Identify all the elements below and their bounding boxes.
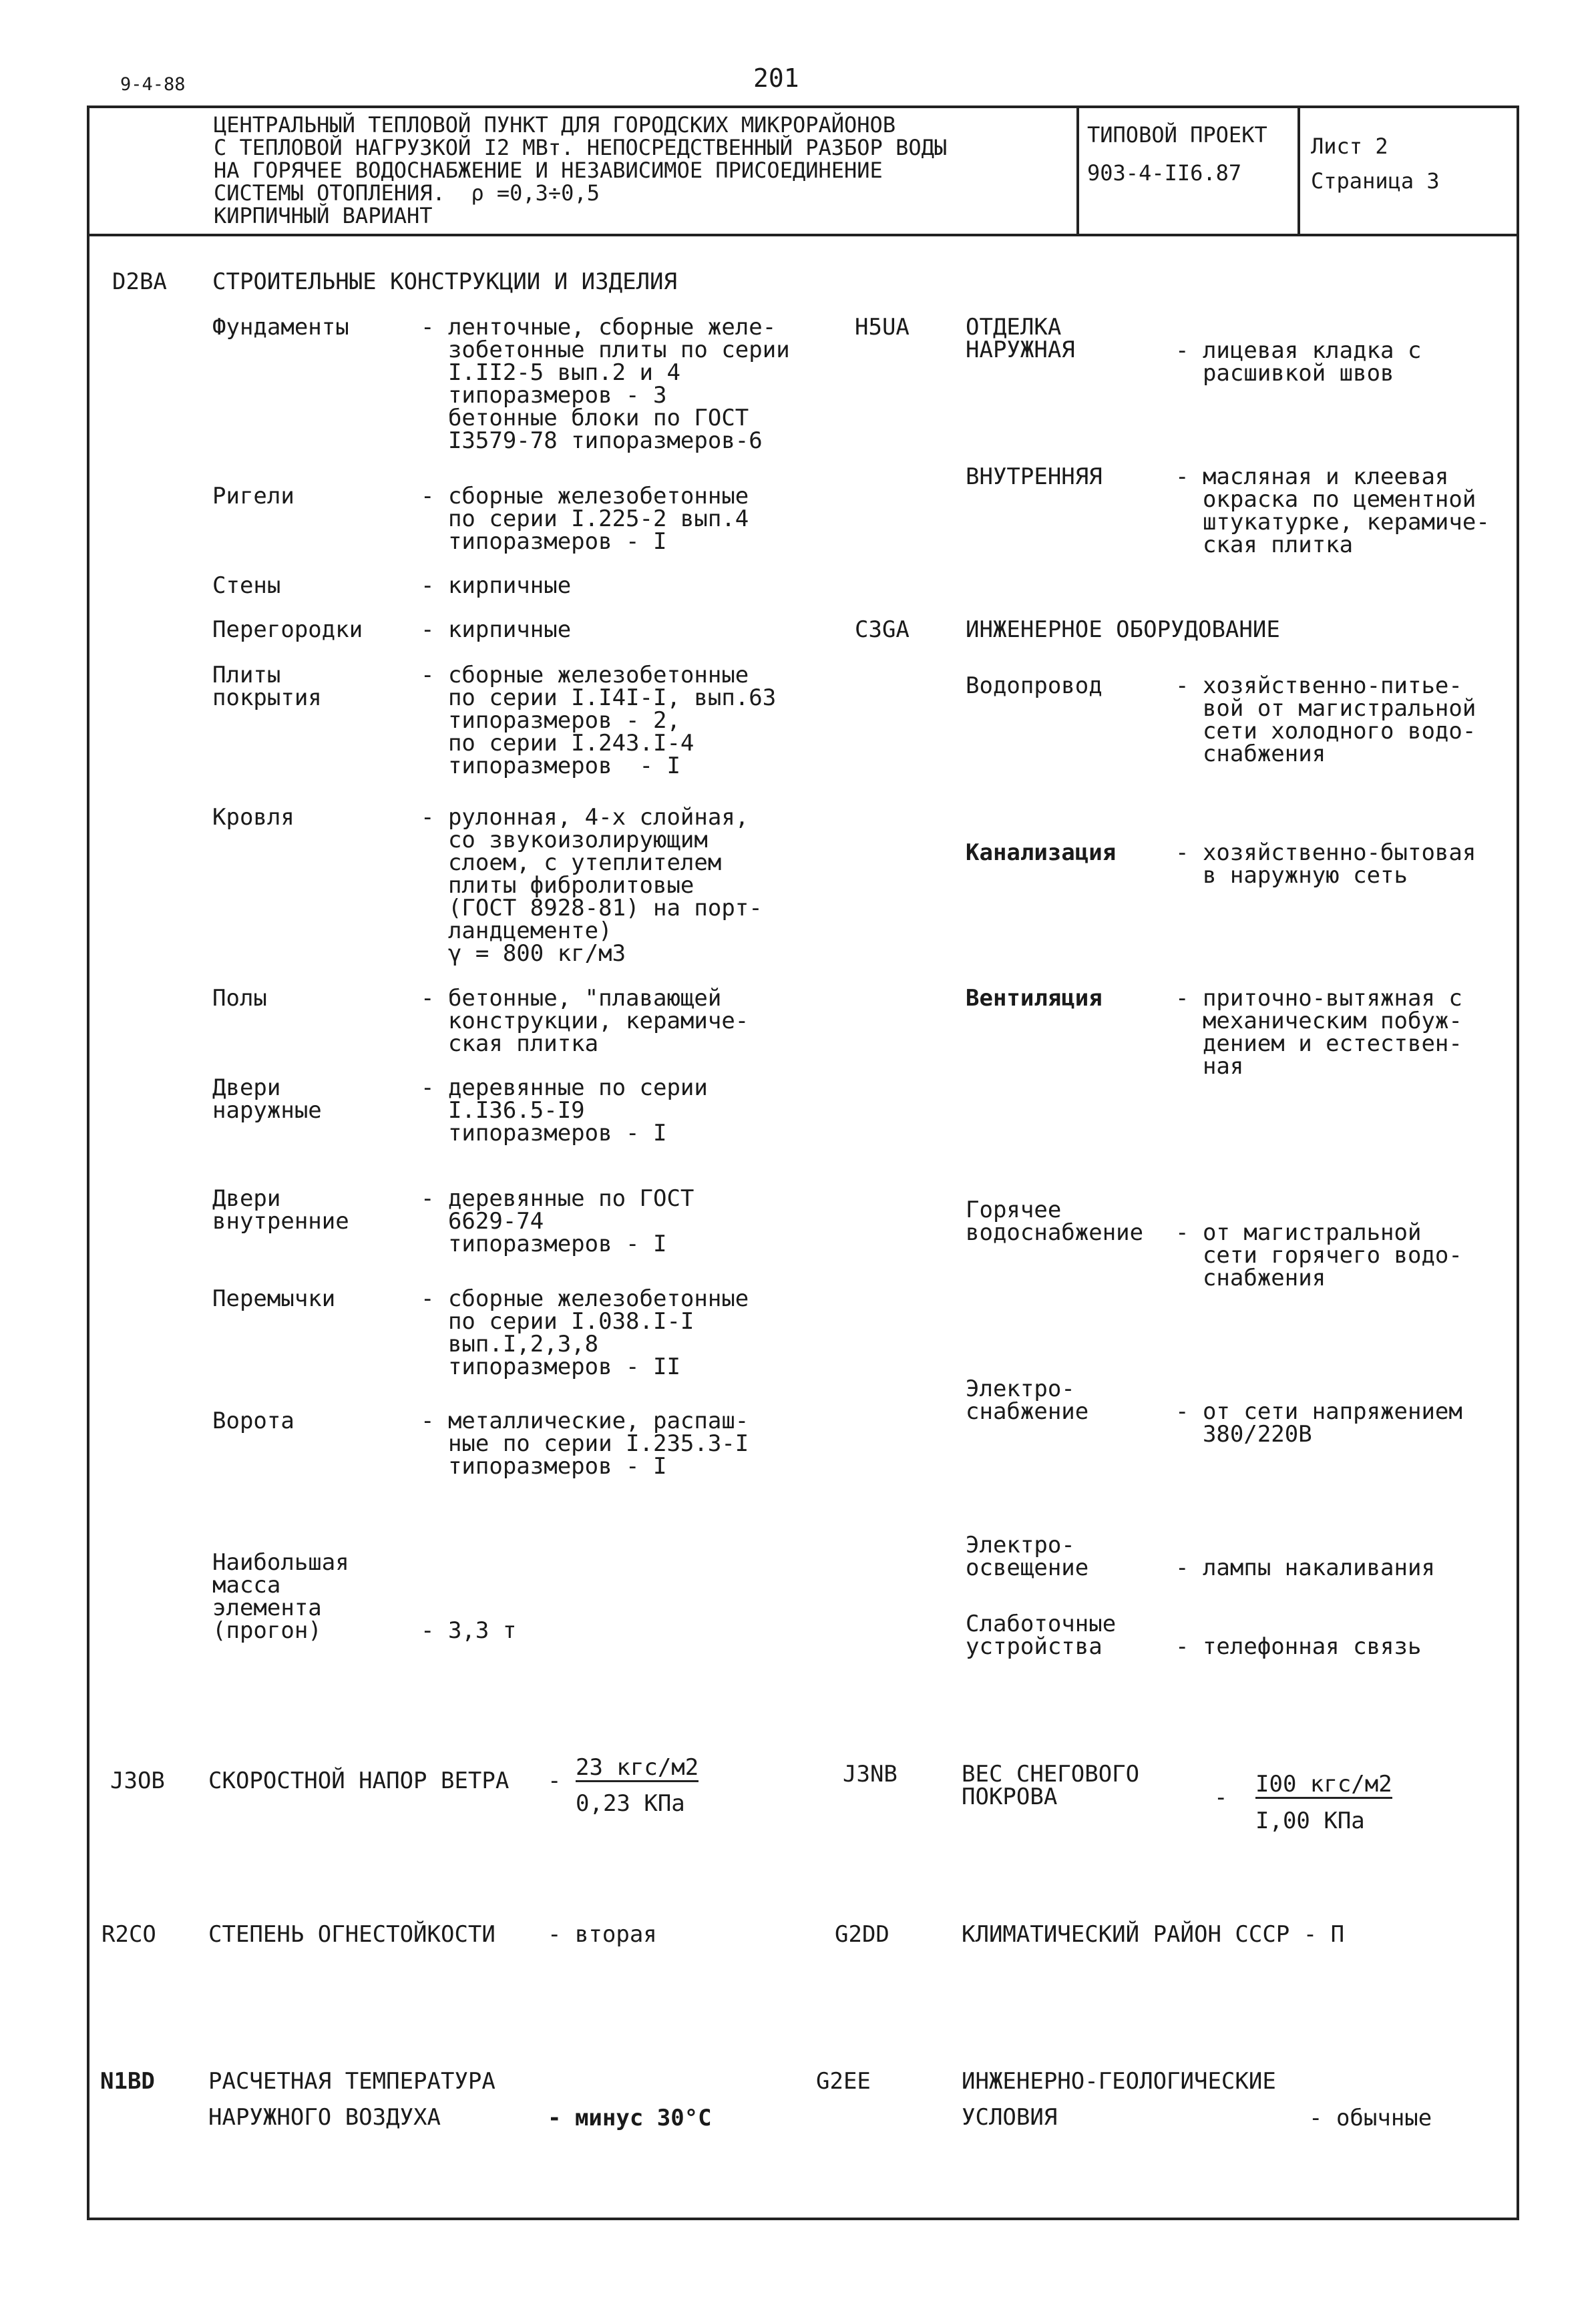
title-line: КИРПИЧНЫЙ ВАРИАНТ	[214, 203, 433, 228]
section-title-structures: СТРОИТЕЛЬНЫЕ КОНСТРУКЦИИ И ИЗДЕЛИЯ	[212, 268, 677, 295]
title-line: СИСТЕМЫ ОТОПЛЕНИЯ. ρ =0,3÷0,5	[214, 180, 600, 206]
code-g2dd: G2DD	[835, 1921, 889, 1948]
item-value: - ленточные, сборные желе- зобетонные плиты по серии I.II2-5 вып.2 и 4 типоразмеров - 3 бетонные блоки по ГОСТ I3579-78 типоразмеров-6	[421, 314, 790, 454]
wind-value-kpa: 0,23 КПа	[576, 1790, 685, 1817]
item-value: - сборные железобетонные по серии I.038.I-I вып.I,2,3,8 типоразмеров - II	[421, 1285, 749, 1380]
snow-dash: -	[1214, 1784, 1228, 1811]
item-value: - рулонная, 4-х слойная, со звукоизолирующим слоем, с утеплителем плиты фибролитовые (ГОСТ 8928-81) на порт- ландцементе) γ = 800 кг/м3	[421, 804, 763, 967]
section-code-c3ga: C3GA	[855, 616, 910, 643]
eng-label: Горячее водоснабжение	[966, 1197, 1144, 1246]
item-value: - металлические, распаш- ные по серии I.235.3-I типоразмеров - I	[421, 1408, 749, 1480]
eng-label: Слаботочные устройства	[966, 1611, 1117, 1660]
item-value: - деревянные по серии I.I36.5-I9 типоразмеров - I	[421, 1074, 708, 1146]
finish-inner-value: - масляная и клеевая окраска по цементной штукатурке, керамиче- ская плитка	[1175, 463, 1490, 558]
item-value: - сборные железобетонные по серии I.I4I-I, вып.63 типоразмеров - 2, по серии I.243.I-4 типоразмеров - I	[421, 662, 777, 779]
item-value: - бетонные, "плавающей конструкции, керамиче- ская плитка	[421, 985, 749, 1057]
finish-inner-label: ВНУТРЕННЯЯ	[966, 463, 1103, 490]
code-n1bd: N1BD	[100, 2068, 155, 2095]
item-value: - деревянные по ГОСТ 6629-74 типоразмеров - I	[421, 1185, 694, 1257]
item-label: Стены	[212, 572, 281, 599]
eng-value: - от сети напряжением 380/220В	[1175, 1398, 1462, 1448]
project-number: 903-4-II6.87	[1087, 160, 1242, 186]
fire-label: СТЕПЕНЬ ОГНЕСТОЙКОСТИ	[208, 1921, 495, 1948]
eng-label: Вентиляция	[966, 985, 1103, 1012]
item-label: Перегородки	[212, 616, 363, 643]
item-label: Ригели	[212, 483, 294, 509]
code-g2ee: G2EE	[816, 2068, 871, 2095]
wind-value-kgs: 23 кгс/м2	[576, 1754, 699, 1781]
wind-label: СКОРОСТНОЙ НАПОР ВЕТРА	[208, 1767, 510, 1794]
title-line: ЦЕНТРАЛЬНЫЙ ТЕПЛОВОЙ ПУНКТ ДЛЯ ГОРОДСКИХ МИКРОРАЙОНОВ	[214, 112, 896, 138]
eng-value: - приточно-вытяжная с механическим побуж- дением и естествен- ная	[1175, 985, 1462, 1080]
section-code-h5ua: H5UA	[855, 314, 910, 341]
item-label: Ворота	[212, 1408, 294, 1434]
finish-title: ОТДЕЛКА НАРУЖНАЯ	[966, 314, 1075, 363]
header-col-divider-2	[1298, 106, 1300, 235]
item-label: Двери внутренние	[212, 1185, 349, 1235]
header-col-divider-1	[1076, 106, 1079, 235]
snow-label: ВЕС СНЕГОВОГО ПОКРОВА	[962, 1761, 1140, 1810]
eng-label: Электро- освещение	[966, 1532, 1089, 1581]
finish-outer-value: - лицевая кладка с расшивкой швов	[1175, 337, 1422, 387]
temp-label: РАСЧЕТНАЯ ТЕМПЕРАТУРА НАРУЖНОГО ВОЗДУХА	[208, 2068, 495, 2131]
header-title	[214, 114, 947, 227]
header-divider	[87, 234, 1519, 236]
item-value: - сборные железобетонные по серии I.225-2 вып.4 типоразмеров - I	[421, 483, 749, 555]
item-label: Фундаменты	[212, 314, 349, 341]
geo-label: ИНЖЕНЕРНО-ГЕОЛОГИЧЕСКИЕ УСЛОВИЯ	[962, 2068, 1276, 2131]
eng-title: ИНЖЕНЕРНОЕ ОБОРУДОВАНИЕ	[966, 616, 1280, 643]
document-code: 9-4-88	[120, 74, 186, 95]
item-value: - кирпичные	[421, 572, 572, 599]
eng-value: - лампы накаливания	[1175, 1554, 1435, 1581]
project-label: ТИПОВОЙ ПРОЕКТ	[1087, 122, 1267, 148]
temp-value: - минус 30°С	[548, 2105, 712, 2131]
eng-value: - хозяйственно-питье- вой от магистральной сети холодного водо- снабжения	[1175, 672, 1476, 767]
item-value: - 3,3 т	[421, 1617, 517, 1644]
snow-value-kgs: I00 кгс/м2	[1255, 1771, 1392, 1798]
item-label: Двери наружные	[212, 1074, 322, 1124]
section-code-d2ba: D2BA	[112, 268, 167, 295]
snow-value-kpa: I,00 КПа	[1255, 1808, 1365, 1834]
climate-label: КЛИМАТИЧЕСКИЙ РАЙОН СССР - П	[962, 1921, 1345, 1948]
code-j3nb: J3NB	[843, 1761, 897, 1788]
page-frame	[87, 106, 1519, 2220]
eng-value: - хозяйственно-бытовая в наружную сеть	[1175, 839, 1476, 889]
page-label: Страница 3	[1311, 168, 1440, 194]
eng-label: Водопровод	[966, 672, 1103, 699]
eng-label: Электро- снабжение	[966, 1376, 1089, 1425]
item-label: Перемычки	[212, 1285, 336, 1312]
eng-value: - телефонная связь	[1175, 1633, 1422, 1660]
page-number: 201	[753, 63, 799, 93]
wind-dash: -	[548, 1767, 562, 1794]
item-label: Полы	[212, 985, 267, 1012]
code-j3ob: J3OB	[110, 1767, 165, 1794]
eng-value: - от магистральной сети горячего водо- снабжения	[1175, 1219, 1462, 1291]
sheet-label: Лист 2	[1311, 134, 1388, 159]
title-line: НА ГОРЯЧЕЕ ВОДОСНАБЖЕНИЕ И НЕЗАВИСИМОЕ ПРИСОЕДИНЕНИЕ	[214, 158, 883, 183]
item-label: Плиты покрытия	[212, 662, 322, 711]
geo-value: - обычные	[1309, 2105, 1432, 2131]
item-label: Кровля	[212, 804, 294, 831]
item-value: - кирпичные	[421, 616, 572, 643]
fire-value: - вторая	[548, 1921, 657, 1948]
eng-label: Канализация	[966, 839, 1117, 866]
code-r2co: R2CO	[102, 1921, 156, 1948]
item-label: Наибольшая масса элемента (прогон)	[212, 1549, 349, 1644]
title-line: С ТЕПЛОВОЙ НАГРУЗКОЙ I2 МВт. НЕПОСРЕДСТВЕННЫЙ РАЗБОР ВОДЫ	[214, 135, 948, 160]
